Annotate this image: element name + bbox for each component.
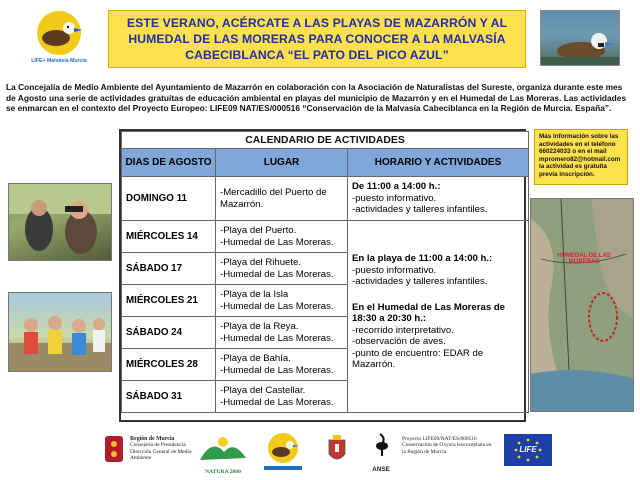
schedule-time: En el Humedal de Las Moreras de xyxy=(352,301,506,313)
table-row xyxy=(122,221,529,253)
anse-text: ANSE xyxy=(372,466,390,473)
schedule-cell-a xyxy=(348,177,529,221)
place-line: -Humedal de Las Moreras. xyxy=(220,236,334,248)
region-sub: Consejería de Presidencia Dirección General de Medio Ambiente xyxy=(130,442,192,462)
page-title: ESTE VERANO, ACÉRCATE A LAS PLAYAS DE MAZARRÓN Y AL HUMEDAL DE LAS MORERAS PARA CONOCER A LA MALVASÍA CABECIBLANCA “EL PATO DEL PICO AZUL” xyxy=(126,16,508,62)
header-hours: HORARIO Y ACTIVIDADES xyxy=(348,149,529,177)
place-line: -Playa de la Reya. xyxy=(220,321,299,332)
place-line: -Mercadillo del Puerto de xyxy=(220,187,327,198)
header-place: LUGAR xyxy=(216,149,348,177)
place-cell xyxy=(216,177,348,221)
schedule-line: -puesto informativo. xyxy=(352,192,437,204)
footer-logos xyxy=(0,428,640,478)
wetland-map xyxy=(530,198,634,412)
schedule-line: -actividades y talleres infantiles. xyxy=(352,204,488,216)
birdwatchers-photo xyxy=(8,183,112,261)
day-cell: MIÉRCOLES 21 xyxy=(122,285,216,317)
place-cell xyxy=(216,285,348,317)
title-banner xyxy=(108,10,526,68)
schedule-line: -puesto informativo. xyxy=(352,264,437,276)
map-label: HUMEDAL DE LAS MORERAS xyxy=(557,253,611,265)
day-cell: SÁBADO 17 xyxy=(122,253,216,285)
place-cell xyxy=(216,221,348,253)
table-row xyxy=(122,177,529,221)
place-line: -Humedal de Las Moreras. xyxy=(220,396,334,408)
day-cell: MIÉRCOLES 28 xyxy=(122,349,216,381)
place-line: -Playa del Castellar. xyxy=(220,385,306,396)
schedule-time: De 11:00 a 14:00 h.: xyxy=(352,181,441,193)
life-malvasia-logo xyxy=(22,8,96,68)
place-line: -Playa del Puerto. xyxy=(220,225,297,236)
place-line: -Playa del Rihuete. xyxy=(220,257,302,268)
schedule-line: -actividades y talleres infantiles. xyxy=(352,276,488,287)
schedule-line: Mazarrón. xyxy=(352,359,396,370)
schedule-time: 18:30 a 20:30 h.: xyxy=(352,313,427,324)
day-cell: SÁBADO 31 xyxy=(122,381,216,413)
schedule-line: -punto de encuentro: EDAR de xyxy=(352,347,484,359)
place-line: -Humedal de Las Moreras. xyxy=(220,364,334,376)
eu-life-logo xyxy=(504,434,552,466)
activities-calendar xyxy=(119,129,526,422)
region-murcia-text xyxy=(130,436,192,462)
intro-paragraph: La Concejalía de Medio Ambiente del Ayuntamiento de Mazarrón en colaboración con la Asociación de Naturalistas del Sureste, organiza durante este mes de Agosto una serie de actividades gratuitas de educación ambiental en playas del municipio de Mazarrón y en el Humedal de Las Moreras. Las actividades se enmarcan en el contexto del Proyecto Europeo: LIFE09 NAT/ES/000516 “Conservación de la Malvasía Cabeciblanca en la Región de Murcia. España”. xyxy=(6,82,627,114)
mazarron-crest xyxy=(326,434,348,466)
natura-text: NATURA 2000 xyxy=(205,469,241,475)
day-cell: MIÉRCOLES 14 xyxy=(122,221,216,253)
place-line: -Playa de la Isla xyxy=(220,289,289,300)
natura-2000-logo xyxy=(198,432,248,475)
place-cell xyxy=(216,349,348,381)
place-line: -Humedal de Las Moreras. xyxy=(220,300,334,312)
region-murcia-logo xyxy=(102,432,126,468)
schedule-time: En la playa de 11:00 a 14:00 h.: xyxy=(352,253,493,264)
logo-text: LIFE+ Malvasía Murcia xyxy=(31,58,87,64)
schedule-line: -recorrido interpretativo. xyxy=(352,324,454,336)
life-malvasia-footer-logo xyxy=(260,430,306,472)
place-cell xyxy=(216,253,348,285)
schedule-line: -observación de aves. xyxy=(352,336,446,347)
duck-photo xyxy=(540,10,620,66)
info-box: Más información sobre las actividades en el teléfono 660224033 o en el mail mpromero82@hotmail.com la actividad es gratuita previa inscripción. xyxy=(534,129,628,185)
place-line: -Humedal de Las Moreras. xyxy=(220,332,334,344)
place-line: -Playa de Bahía. xyxy=(220,353,291,364)
day-cell: DOMINGO 11 xyxy=(122,177,216,221)
day-cell: SÁBADO 24 xyxy=(122,317,216,349)
place-line: Mazarrón. xyxy=(220,198,264,210)
header-days: DIAS DE AGOSTO xyxy=(122,149,216,177)
place-line: -Humedal de Las Moreras. xyxy=(220,268,334,280)
schedule-cell-b xyxy=(348,221,529,413)
calendar-title: CALENDARIO DE ACTIVIDADES xyxy=(122,132,529,149)
region-name: Región de Murcia xyxy=(130,436,175,442)
place-cell xyxy=(216,381,348,413)
project-text: Proyecto LIFE09/NAT/ES/000516 Conservación de Oxyura leucocephala en la Región de Murcia xyxy=(402,436,492,455)
anse-logo xyxy=(366,432,396,472)
life-text: LIFE xyxy=(519,445,537,454)
place-cell xyxy=(216,317,348,349)
children-photo xyxy=(8,292,112,372)
